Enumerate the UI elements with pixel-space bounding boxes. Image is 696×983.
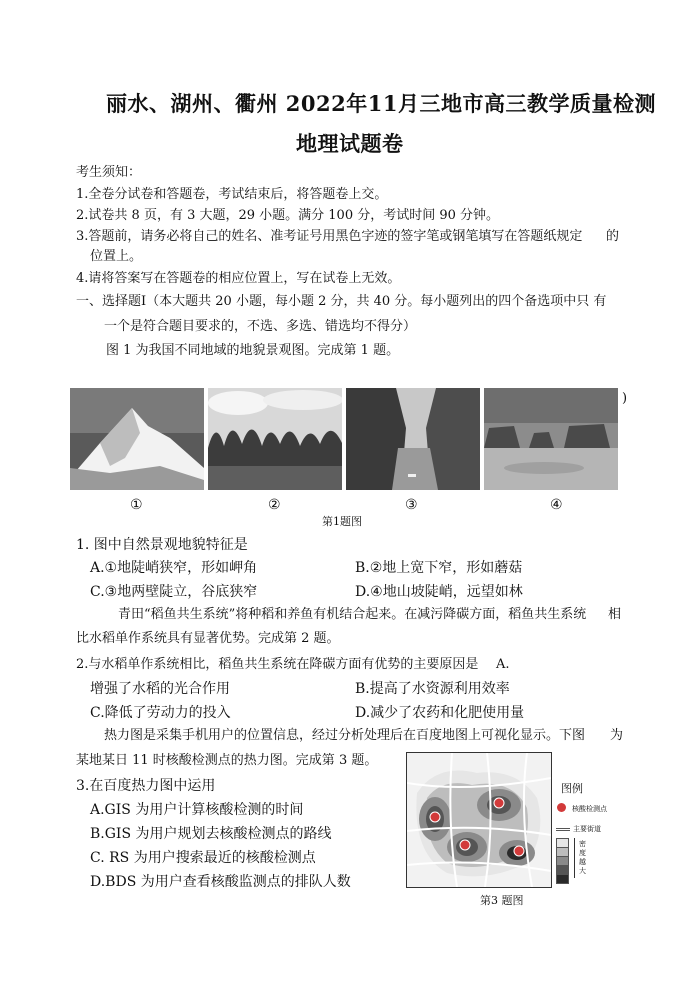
section-heading: 一、选择题Ⅰ（本大题共 20 小题，每小题 2 分，共 40 分。每小题列出的四个备选项中只 有: [76, 294, 607, 309]
q3-intro-1-end: 为: [610, 728, 624, 743]
figure3-caption: 第3 题图: [480, 894, 524, 907]
q3-intro-1: 热力图是采集手机用户的位置信息，经过分析处理后在百度地图上可视化显示。下图: [104, 728, 586, 743]
density-swatch-3: [556, 857, 569, 866]
exam-subtitle: 地理试题卷: [296, 131, 404, 156]
legend-road: 主要街道: [573, 825, 601, 833]
photo-gorge: [346, 388, 480, 490]
exam-title: 丽水、湖州、衢州 2022年11月三地市高三教学质量检测: [106, 91, 656, 116]
legend-density: 密度越大: [579, 840, 586, 875]
density-swatch-4: [556, 866, 569, 875]
heat-map: [406, 752, 552, 888]
notice-heading: 考生须知：: [76, 165, 142, 180]
photo-karst-peaks: [208, 388, 342, 490]
figure1-caption: 第1题图: [322, 515, 362, 528]
notice-item-3-end: 的: [606, 229, 620, 244]
q2-stem-a: A.: [496, 657, 510, 672]
q2-stem: 2.与水稻单作系统相比，稻鱼共生系统在降碳方面有优势的主要原因是: [76, 657, 479, 672]
q3-option-b: B.GIS 为用户规划去核酸检测点的路线: [90, 826, 332, 842]
q3-option-d: D.BDS 为用户查看核酸监测点的排队人数: [90, 874, 351, 890]
legend-test-point: 核酸检测点: [572, 805, 607, 813]
density-scale: [556, 838, 569, 884]
photo-label-3: ③: [405, 497, 418, 513]
section-heading-cont: 一个是符合题目要求的，不选、多选、错选均不得分）: [104, 319, 417, 334]
notice-item-4: 4.请将答案写在答题卷的相应位置上，写在试卷上无效。: [76, 271, 401, 286]
photo-label-1: ①: [130, 497, 143, 513]
q1-stem: 1. 图中自然景观地貌特征是: [76, 537, 248, 553]
density-swatch-5: [556, 875, 569, 884]
q2-intro-1: 青田“稻鱼共生系统”将种稻和养鱼有机结合起来。在减污降碳方面，稻鱼共生系统: [118, 607, 587, 622]
q3-option-c: C. RS 为用户搜索最近的核酸检测点: [90, 850, 316, 866]
q2-intro-1-end: 相: [608, 607, 622, 622]
notice-item-3: 3.答题前，请务必将自己的姓名、准考证号用黑色字迹的签字笔或钢笔填写在答题纸规定: [76, 229, 583, 244]
figure1-intro: 图 1 为我国不同地域的地貌景观图。完成第 1 题。: [106, 343, 400, 358]
q2-intro-2: 比水稻单作系统具有显著优势。完成第 2 题。: [76, 631, 340, 646]
density-swatch-2: [556, 848, 569, 857]
edge-mark: ): [622, 391, 628, 406]
q3-intro-2: 某地某日 11 时核酸检测点的热力图。完成第 3 题。: [76, 753, 378, 768]
q1-option-b: B.②地上宽下窄，形如蘑菇: [355, 560, 523, 576]
density-swatch-1: [556, 838, 569, 848]
q3-option-a: A.GIS 为用户计算核酸检测的时间: [90, 802, 304, 818]
q2-option-d: D.减少了农药和化肥使用量: [355, 705, 525, 721]
legend-title: 图例: [561, 782, 583, 795]
photo-label-2: ②: [268, 497, 281, 513]
q3-stem: 3.在百度热力图中运用: [76, 778, 216, 794]
density-arrow: [574, 838, 575, 878]
photo-label-4: ④: [550, 497, 563, 513]
photo-snow-mountain: [70, 388, 204, 490]
photo-yardang: [484, 388, 618, 490]
q1-option-d: D.④地山坡陡峭，远望如林: [355, 584, 523, 600]
q1-option-a: A.①地陡峭狭窄，形如岬角: [90, 560, 258, 576]
notice-item-2: 2.试卷共 8 页，有 3 大题，29 小题。满分 100 分，考试时间 90 分钟。: [76, 208, 500, 223]
notice-item-3-cont: 位置上。: [90, 249, 143, 264]
test-point-icon: [557, 803, 566, 812]
q2-option-c: C.降低了劳动力的投入: [90, 705, 231, 721]
road-line-icon: [556, 828, 570, 831]
q2-option-a: 增强了水稻的光合作用: [90, 681, 230, 697]
q2-option-b: B.提高了水资源利用效率: [355, 681, 510, 697]
q1-option-c: C.③地两壁陡立，谷底狭窄: [90, 584, 258, 600]
notice-item-1: 1.全卷分试卷和答题卷，考试结束后，将答题卷上交。: [76, 187, 388, 202]
